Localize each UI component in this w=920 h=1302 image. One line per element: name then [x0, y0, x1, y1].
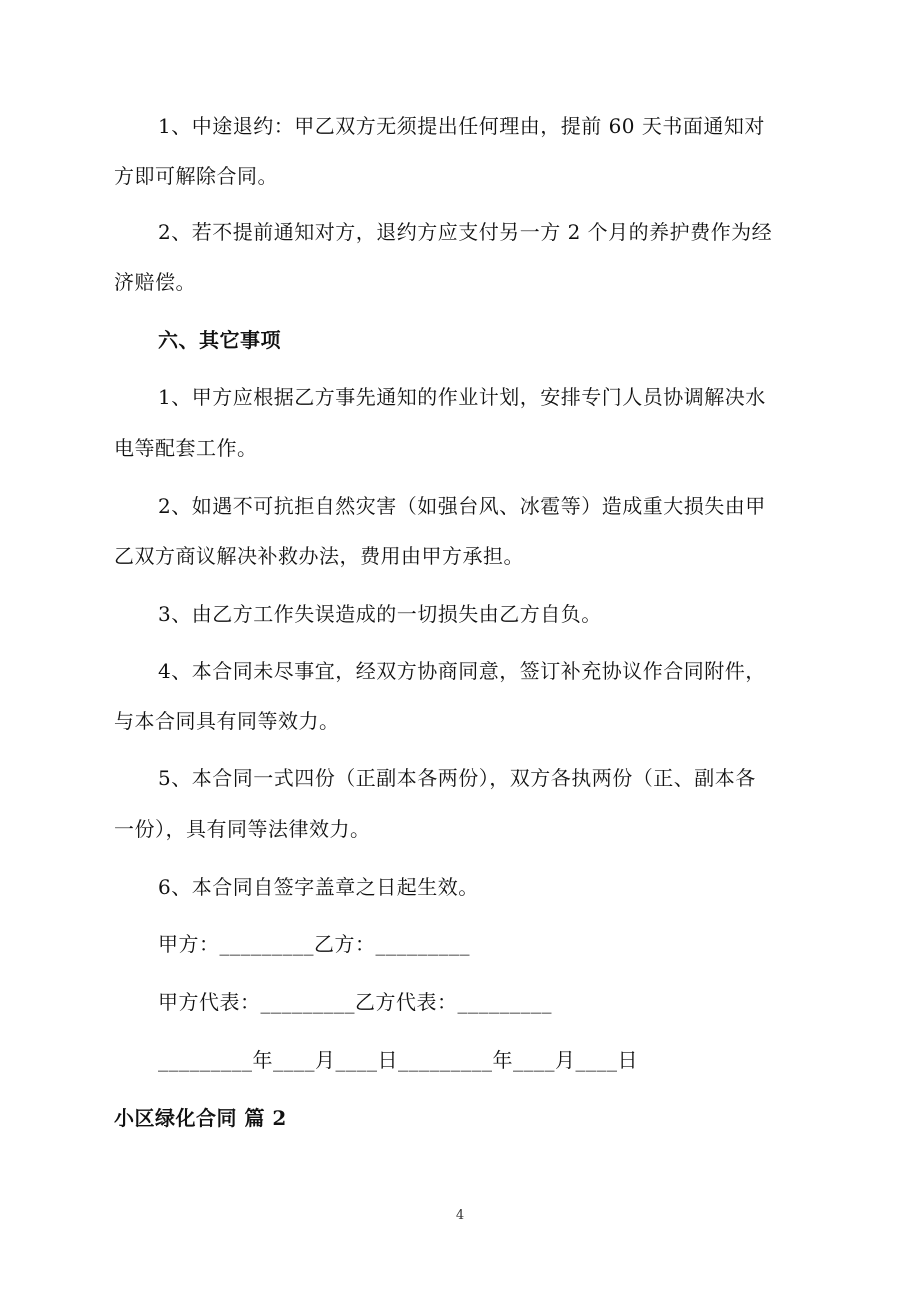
signature-representatives: 甲方代表：_________乙方代表：_________	[158, 990, 552, 1014]
clause-6-4-line-2: 与本合同具有同等效力。	[114, 709, 340, 733]
signature-dates: _________年____月____日_________年____月____日	[158, 1048, 638, 1072]
clause-5-1-line-2: 方即可解除合同。	[114, 164, 278, 188]
signature-parties: 甲方：_________乙方：_________	[158, 932, 470, 956]
clause-6-1-line-2: 电等配套工作。	[114, 436, 258, 460]
clause-5-2-line-1: 2、若不提前通知对方，退约方应支付另一方 2 个月的养护费作为经	[158, 220, 773, 244]
clause-6-5-line-1: 5、本合同一式四份（正副本各两份），双方各执两份（正、副本各	[158, 766, 756, 790]
clause-5-2-line-2: 济赔偿。	[114, 270, 196, 294]
next-section-title: 小区绿化合同 篇 2	[114, 1106, 287, 1130]
clause-6-6: 6、本合同自签字盖章之日起生效。	[158, 875, 479, 899]
clause-6-2-line-2: 乙双方商议解决补救办法，费用由甲方承担。	[114, 544, 524, 568]
section-heading-other-matters: 六、其它事项	[158, 328, 281, 352]
clause-5-1-line-1: 1、中途退约：甲乙双方无须提出任何理由，提前 60 天书面通知对	[158, 114, 765, 138]
clause-6-3: 3、由乙方工作失误造成的一切损失由乙方自负。	[158, 602, 602, 626]
clause-6-1-line-1: 1、甲方应根据乙方事先通知的作业计划，安排专门人员协调解决水	[158, 385, 766, 409]
page-number: 4	[455, 1208, 465, 1223]
clause-6-5-line-2: 一份），具有同等法律效力。	[114, 817, 371, 841]
clause-6-4-line-1: 4、本合同未尽事宜，经双方协商同意，签订补充协议作合同附件，	[158, 659, 766, 683]
clause-6-2-line-1: 2、如遇不可抗拒自然灾害（如强台风、冰雹等）造成重大损失由甲	[158, 494, 766, 518]
